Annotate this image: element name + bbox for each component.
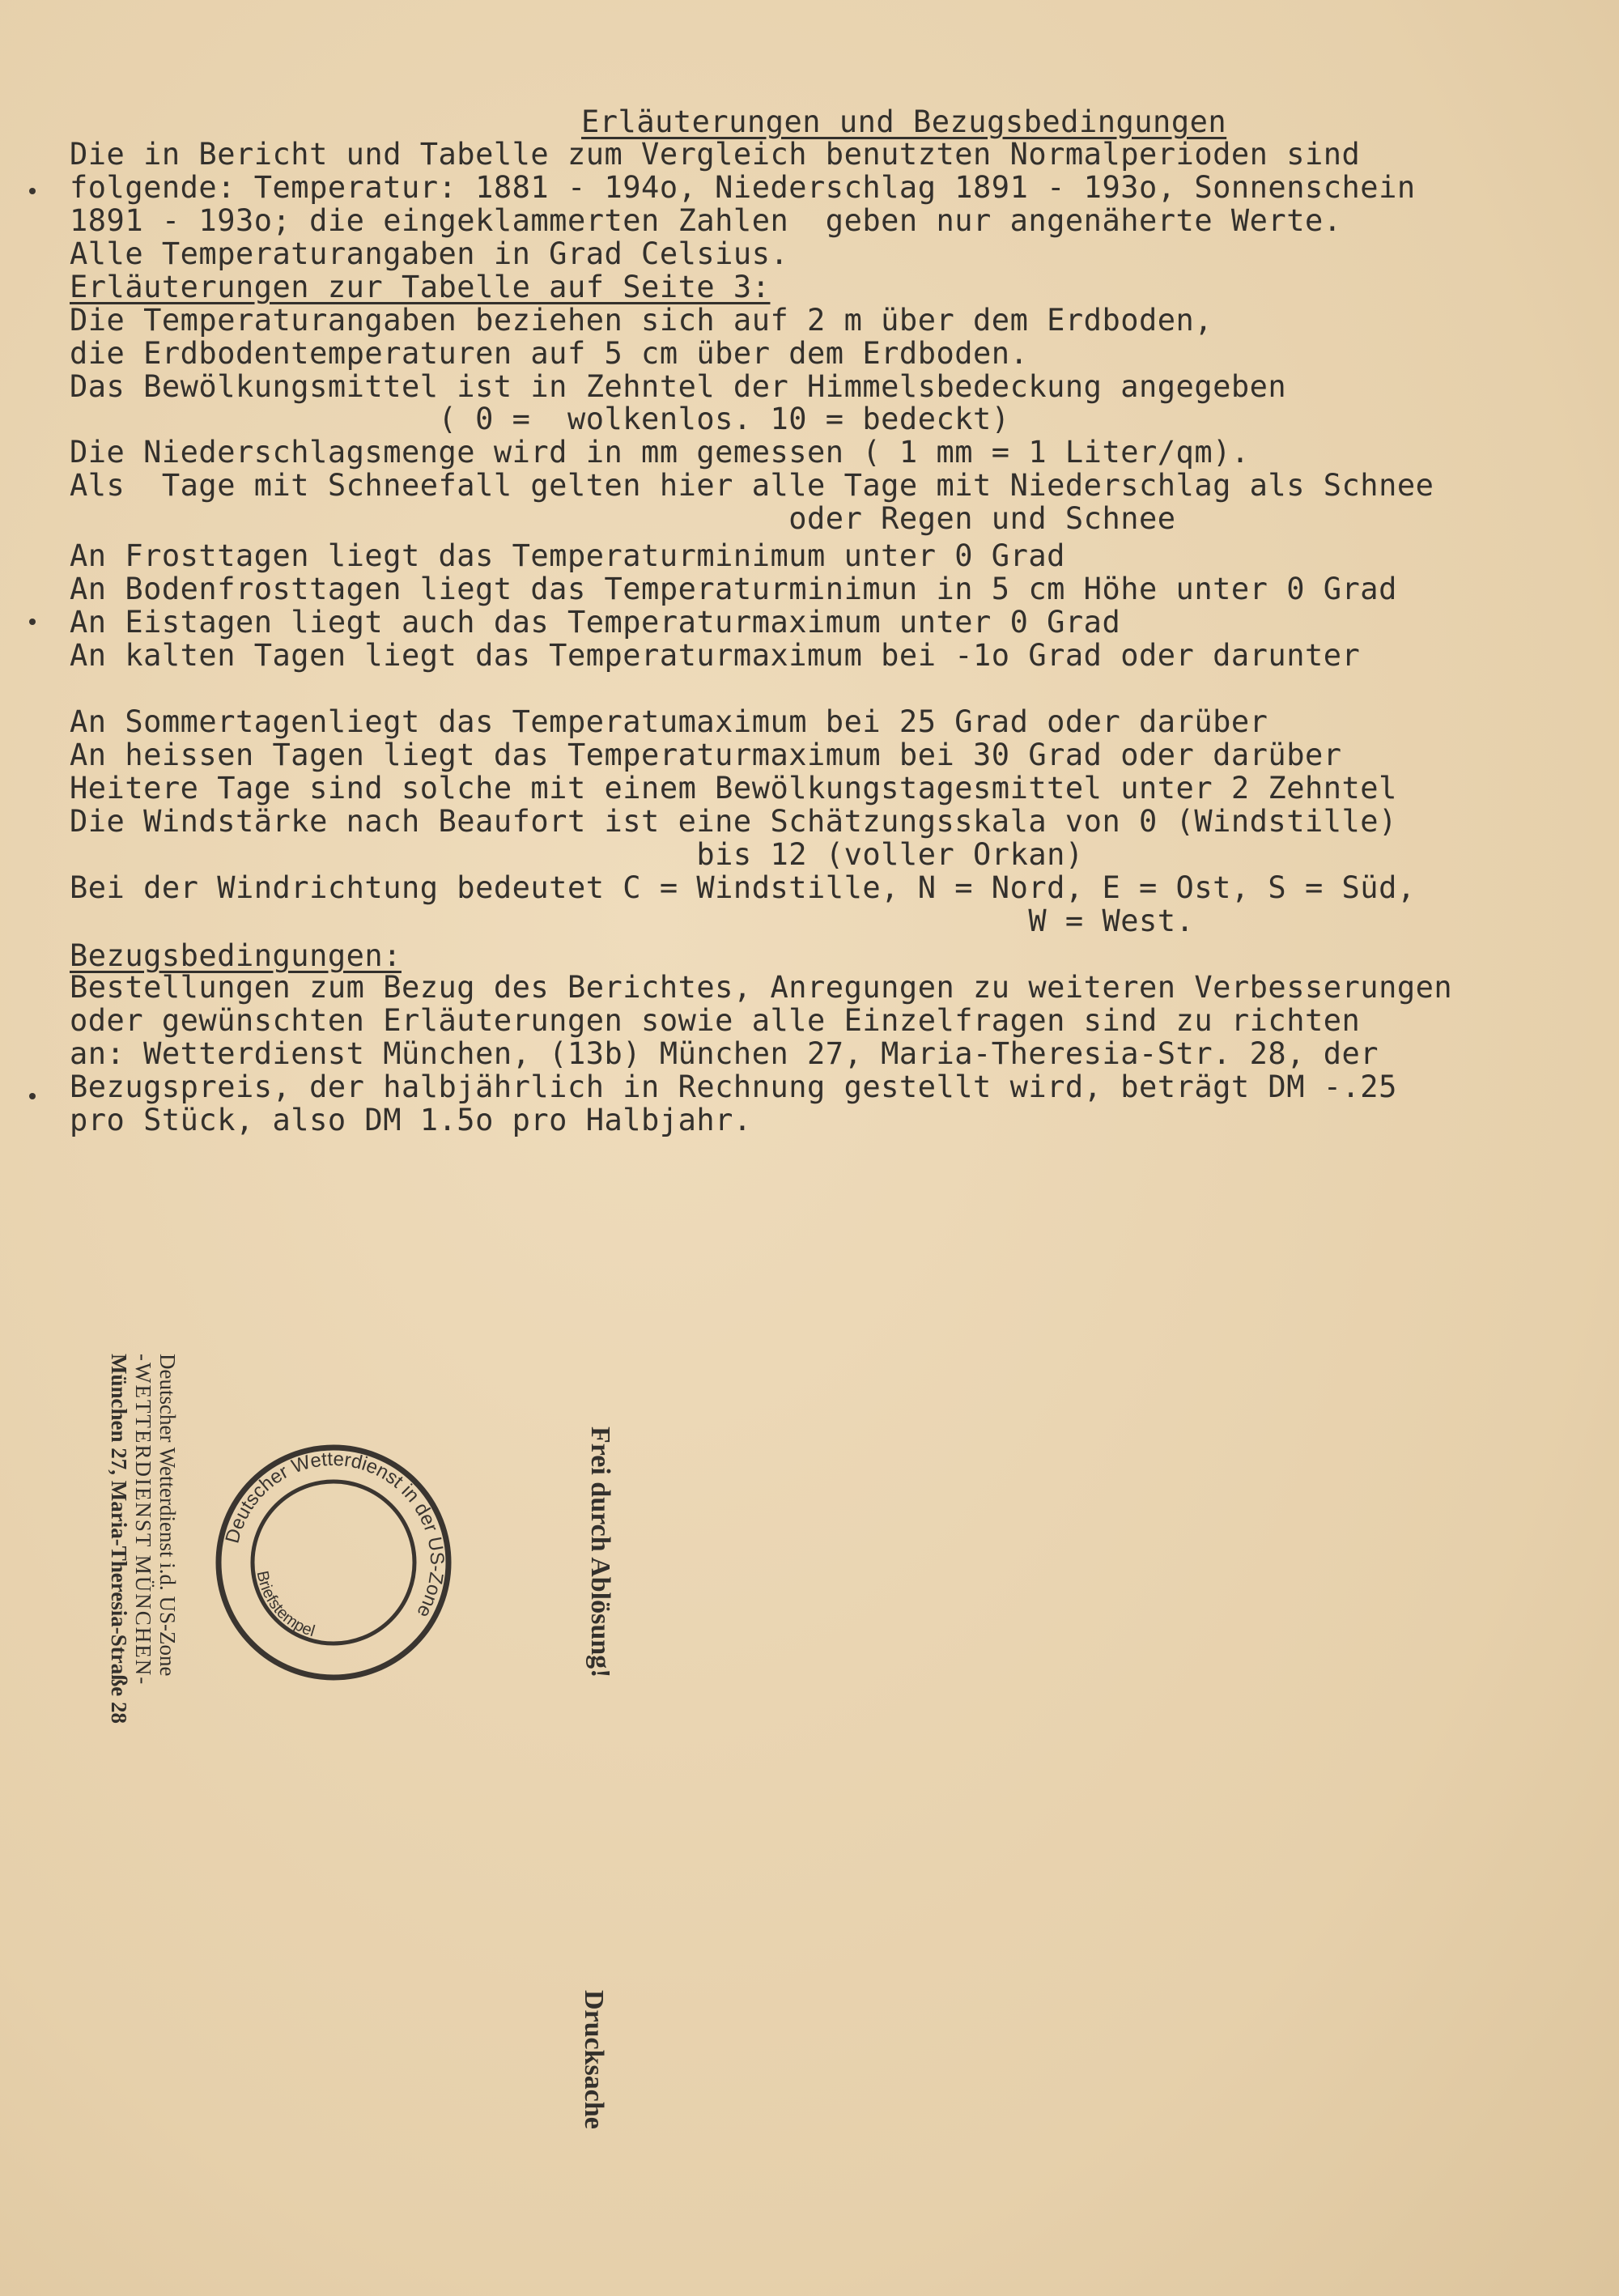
- summer-line: Bei der Windrichtung bedeutet C = Windstille, N = Nord, E = Ost, S = Süd,: [70, 870, 1416, 905]
- intro-line: Alle Temperaturangaben in Grad Celsius.: [70, 236, 789, 271]
- order-line: oder gewünschten Erläuterungen sowie alle Einzelfragen sind zu richten: [70, 1003, 1361, 1038]
- order-line: Bezugspreis, der halbjährlich in Rechnung gestellt wird, beträgt DM -.25: [70, 1069, 1397, 1104]
- frost-line: An kalten Tagen liegt das Temperaturmaximum bei -1o Grad oder darunter: [70, 638, 1361, 673]
- stamp-outer-text: Deutscher Wetterdienst in der US-Zone: [221, 1448, 448, 1622]
- summer-line: bis 12 (voller Orkan): [70, 837, 1084, 872]
- order-line: Bestellungen zum Bezug des Berichtes, Anregungen zu weiteren Verbesserungen: [70, 970, 1453, 1005]
- table-line: die Erdbodentemperaturen auf 5 cm über dem Erdboden.: [70, 336, 1029, 371]
- table-line: Die Niederschlagsmenge wird in mm gemessen ( 1 mm = 1 Liter/qm).: [70, 435, 1250, 470]
- summer-line: Die Windstärke nach Beaufort ist eine Schätzungsskala von 0 (Windstille): [70, 804, 1397, 839]
- sender-line-2: -WETTERDIENST MÜNCHEN-: [131, 1354, 155, 1686]
- table-heading: Erläuterungen zur Tabelle auf Seite 3:: [70, 270, 771, 304]
- intro-line: Die in Bericht und Tabelle zum Vergleich benutzten Normalperioden sind: [70, 137, 1361, 172]
- stamp-inner-text: Briefstempel: [253, 1569, 317, 1641]
- table-line: Als Tage mit Schneefall gelten hier alle Tage mit Niederschlag als Schnee: [70, 468, 1434, 503]
- table-line: ( 0 = wolkenlos. 10 = bedeckt): [70, 402, 1010, 436]
- order-line: an: Wetterdienst München, (13b) München 27, Maria-Theresia-Str. 28, der: [70, 1036, 1379, 1071]
- postmark-stamp: [212, 1441, 455, 1684]
- sender-line-3: München 27, Maria-Theresia-Straße 28: [107, 1354, 131, 1724]
- table-line: Die Temperaturangaben beziehen sich auf 2 m über dem Erdboden,: [70, 303, 1213, 338]
- intro-line: folgende: Temperatur: 1881 - 194o, Niederschlag 1891 - 193o, Sonnenschein: [70, 170, 1416, 205]
- frost-line: An Frosttagen liegt das Temperaturminimum unter 0 Grad: [70, 538, 1065, 573]
- summer-line: Heitere Tage sind solche mit einem Bewölkungstagesmittel unter 2 Zehntel: [70, 771, 1397, 806]
- margin-mark: [29, 619, 36, 625]
- margin-mark: [29, 188, 36, 194]
- postage-note: Frei durch Ablösung!: [585, 1426, 615, 1678]
- frost-line: An Eistagen liegt auch das Temperaturmaximum unter 0 Grad: [70, 605, 1121, 640]
- table-line: Das Bewölkungsmittel ist in Zehntel der Himmelsbedeckung angegeben: [70, 369, 1287, 404]
- margin-mark: [29, 1093, 36, 1099]
- table-line: oder Regen und Schnee: [70, 501, 1176, 536]
- summer-line: An heissen Tagen liegt das Temperaturmaximum bei 30 Grad oder darüber: [70, 738, 1342, 772]
- frost-line: An Bodenfrosttagen liegt das Temperaturminimun in 5 cm Höhe unter 0 Grad: [70, 572, 1397, 606]
- order-heading: Bezugsbedingungen:: [70, 938, 402, 973]
- sender-address: [107, 1354, 180, 1724]
- page-heading: Erläuterungen und Bezugsbedingungen: [581, 104, 1227, 139]
- mail-type-label: Drucksache: [579, 1990, 609, 2129]
- order-line: pro Stück, also DM 1.5o pro Halbjahr.: [70, 1103, 752, 1137]
- summer-line: W = West.: [70, 904, 1195, 938]
- sender-line-1: Deutscher Wetterdienst i.d. US-Zone: [155, 1354, 180, 1677]
- intro-line: 1891 - 193o; die eingeklammerten Zahlen geben nur angenäherte Werte.: [70, 203, 1342, 238]
- summer-line: An Sommertagenliegt das Temperatumaximum bei 25 Grad oder darüber: [70, 704, 1268, 739]
